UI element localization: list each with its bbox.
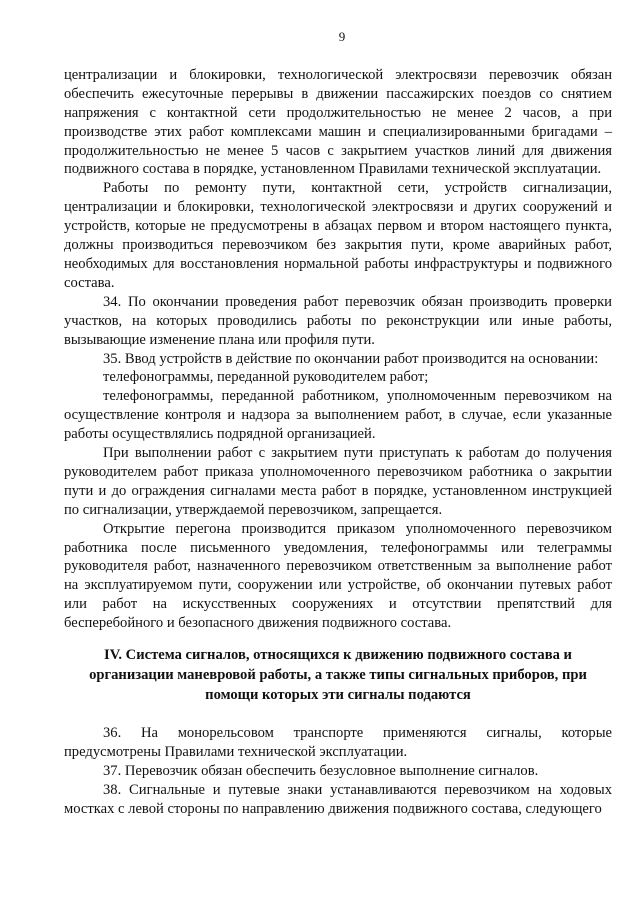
paragraph-item-34: 34. По окончании проведения работ перевозчик обязан производить проверки участков, на которых проводились работы по реконструкции или иные работы, вызывающие изменение плана или профиля пути. <box>64 293 612 348</box>
paragraph: Работы по ремонту пути, контактной сети, устройств сигнализации, централизации и блокировки, технологической электросвязи и других сооружений и устройств, которые не предусмотрены в абзацах первом и втором настоящего пункта, должны производиться перевозчиком без закрытия пути, кроме аварийных работ, необходимых для восстановления нормальной работы инфраструктуры и подвижного состава. <box>64 180 612 291</box>
section-heading: IV. Система сигналов, относящихся к движению подвижного состава и организации маневровой работы, а также типы сигнальных приборов, при помощи которых эти сигналы подаются <box>89 647 587 704</box>
paragraph: централизации и блокировки, технологической электросвязи перевозчик обязан обеспечить ежесуточные перерывы в движении пассажирских поездов со снятием напряжения с контактной сети продолжительностью не менее 2 часов, а при производстве этих работ комплексами машин и специализированными бригадами – продолжительностью не менее 5 часов с закрытием участков линий для движения подвижного состава в порядке, установленном Правилами технической эксплуатации. <box>64 66 612 178</box>
paragraph: При выполнении работ с закрытием пути приступать к работам до получения руководителем работ приказа уполномоченного перевозчиком работника о закрытии пути и до ограждения сигналами места работ в порядке, установленном инструкцией по сигнализации, утверждаемой перевозчиком, запрещается. <box>64 445 612 518</box>
paragraph: телефонограммы, переданной руководителем работ; <box>103 369 429 386</box>
paragraph-item-38: 38. Сигнальные и путевые знаки устанавливаются перевозчиком на ходовых мостках с левой стороны по направлению движения подвижного состава, следующего <box>64 781 612 817</box>
page-number: 9 <box>338 29 346 44</box>
paragraph: Открытие перегона производится приказом уполномоченного перевозчиком работника после письменного уведомления, телефонограммы или телеграммы руководителя работ, назначенного перевозчиком ответственным за выполнение работ на эксплуатируемом пути, сооружении или устройстве, об окончании путевых работ или работ на искусственных сооружениях и отсутствии препятствий для бесперебойного и безопасного движения подвижного состава. <box>64 520 612 632</box>
paragraph: телефонограммы, переданной работником, уполномоченным перевозчиком на осуществление контроля и надзора за выполнением работ, в случае, если указанные работы осуществлялись подрядной организацией. <box>64 388 612 443</box>
paragraph-item-36: 36. На монорельсовом транспорте применяются сигналы, которые предусмотрены Правилами технической эксплуатации. <box>64 725 612 760</box>
paragraph-item-35: 35. Ввод устройств в действие по окончании работ производится на основании: <box>103 350 599 367</box>
paragraph-item-37: 37. Перевозчик обязан обеспечить безусловное выполнение сигналов. <box>103 762 539 779</box>
